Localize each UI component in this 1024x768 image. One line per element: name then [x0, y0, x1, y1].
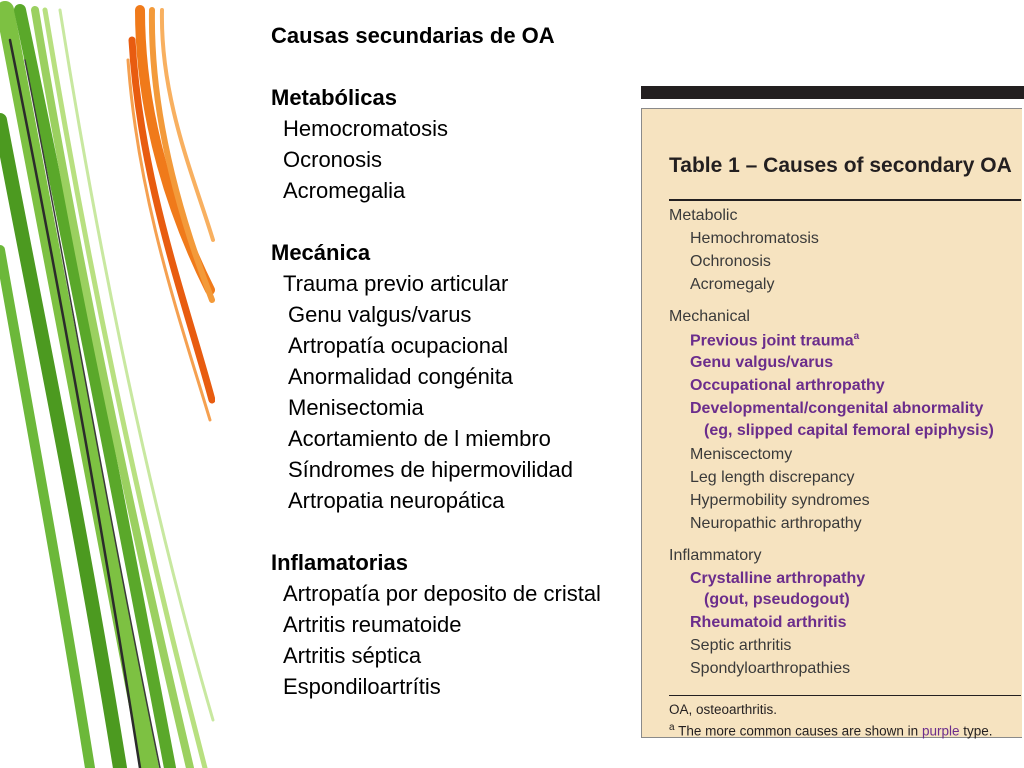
table-item: Leg length discrepancy	[690, 469, 855, 486]
section-heading-inflamatorias: Inflamatorias	[271, 550, 408, 575]
table-item: Ochronosis	[690, 253, 771, 270]
table-title: Table 1 – Causes of secondary OA	[669, 154, 1012, 177]
table-item-common: Occupational arthropathy	[690, 377, 885, 394]
list-item: Genu valgus/varus	[288, 302, 472, 327]
table-item: Hypermobility syndromes	[690, 492, 870, 509]
footnote-abbrev: OA, osteoarthritis.	[669, 702, 778, 717]
table-item: Hemochromatosis	[690, 230, 819, 247]
table-item: Neuropathic arthropathy	[690, 515, 862, 532]
list-item: Ocronosis	[283, 147, 383, 172]
list-item: Anormalidad congénita	[288, 364, 514, 389]
list-item: Artropatía ocupacional	[288, 333, 509, 358]
list-item: Espondiloartrítis	[283, 674, 441, 699]
table-item-common: (gout, pseudogout)	[704, 591, 850, 608]
category-metabolic: Metabolic	[669, 207, 738, 224]
table-item-common: (eg, slipped capital femoral epiphysis)	[704, 422, 994, 439]
table-item: Meniscectomy	[690, 446, 793, 463]
list-item: Artritis reumatoide	[283, 612, 462, 637]
section-heading-metabolicas: Metabólicas	[271, 85, 397, 110]
list-item: Hemocromatosis	[283, 116, 449, 141]
decorative-swoosh-graphic	[0, 0, 215, 768]
footnote-text-end: type.	[959, 723, 993, 739]
table-item-common	[690, 331, 859, 350]
category-inflammatory: Inflammatory	[669, 547, 762, 564]
table-item: Septic arthritis	[690, 637, 792, 654]
slide-title: Causas secundarias de OA	[271, 23, 555, 48]
footnote-purple-legend	[669, 722, 993, 739]
list-item: Artropatía por deposito de cristal	[283, 581, 601, 606]
list-item: Síndromes de hipermovilidad	[288, 457, 573, 482]
divider	[669, 199, 1021, 201]
list-item: Menisectomia	[288, 395, 424, 420]
table-image	[641, 86, 1024, 738]
table-panel	[641, 108, 1022, 738]
table-top-bar	[641, 86, 1024, 99]
list-item: Acortamiento de l miembro	[288, 426, 551, 451]
table-item-common: Crystalline arthropathy	[690, 570, 866, 587]
list-item: Artritis séptica	[283, 643, 422, 668]
table-item: Acromegaly	[690, 276, 775, 293]
table-item-text: Previous joint trauma	[690, 332, 854, 350]
table-item-common: Rheumatoid arthritis	[690, 614, 847, 631]
category-mechanical: Mechanical	[669, 308, 750, 325]
section-heading-mecanica: Mecánica	[271, 240, 371, 265]
footnote-highlight: purple	[921, 723, 960, 739]
superscript-marker: a	[853, 331, 860, 342]
divider	[669, 695, 1021, 696]
table-item: Spondyloarthropathies	[690, 660, 851, 677]
list-item: Trauma previo articular	[283, 271, 509, 296]
table-item-common: Developmental/congenital abnormality	[690, 400, 984, 417]
footnote-marker: a	[669, 722, 675, 733]
slide-text-list	[271, 20, 601, 702]
list-item: Artropatia neuropática	[288, 488, 505, 513]
list-item: Acromegalia	[283, 178, 406, 203]
footnote-text: The more common causes are shown in	[674, 723, 922, 739]
table-item-common: Genu valgus/varus	[690, 354, 834, 371]
